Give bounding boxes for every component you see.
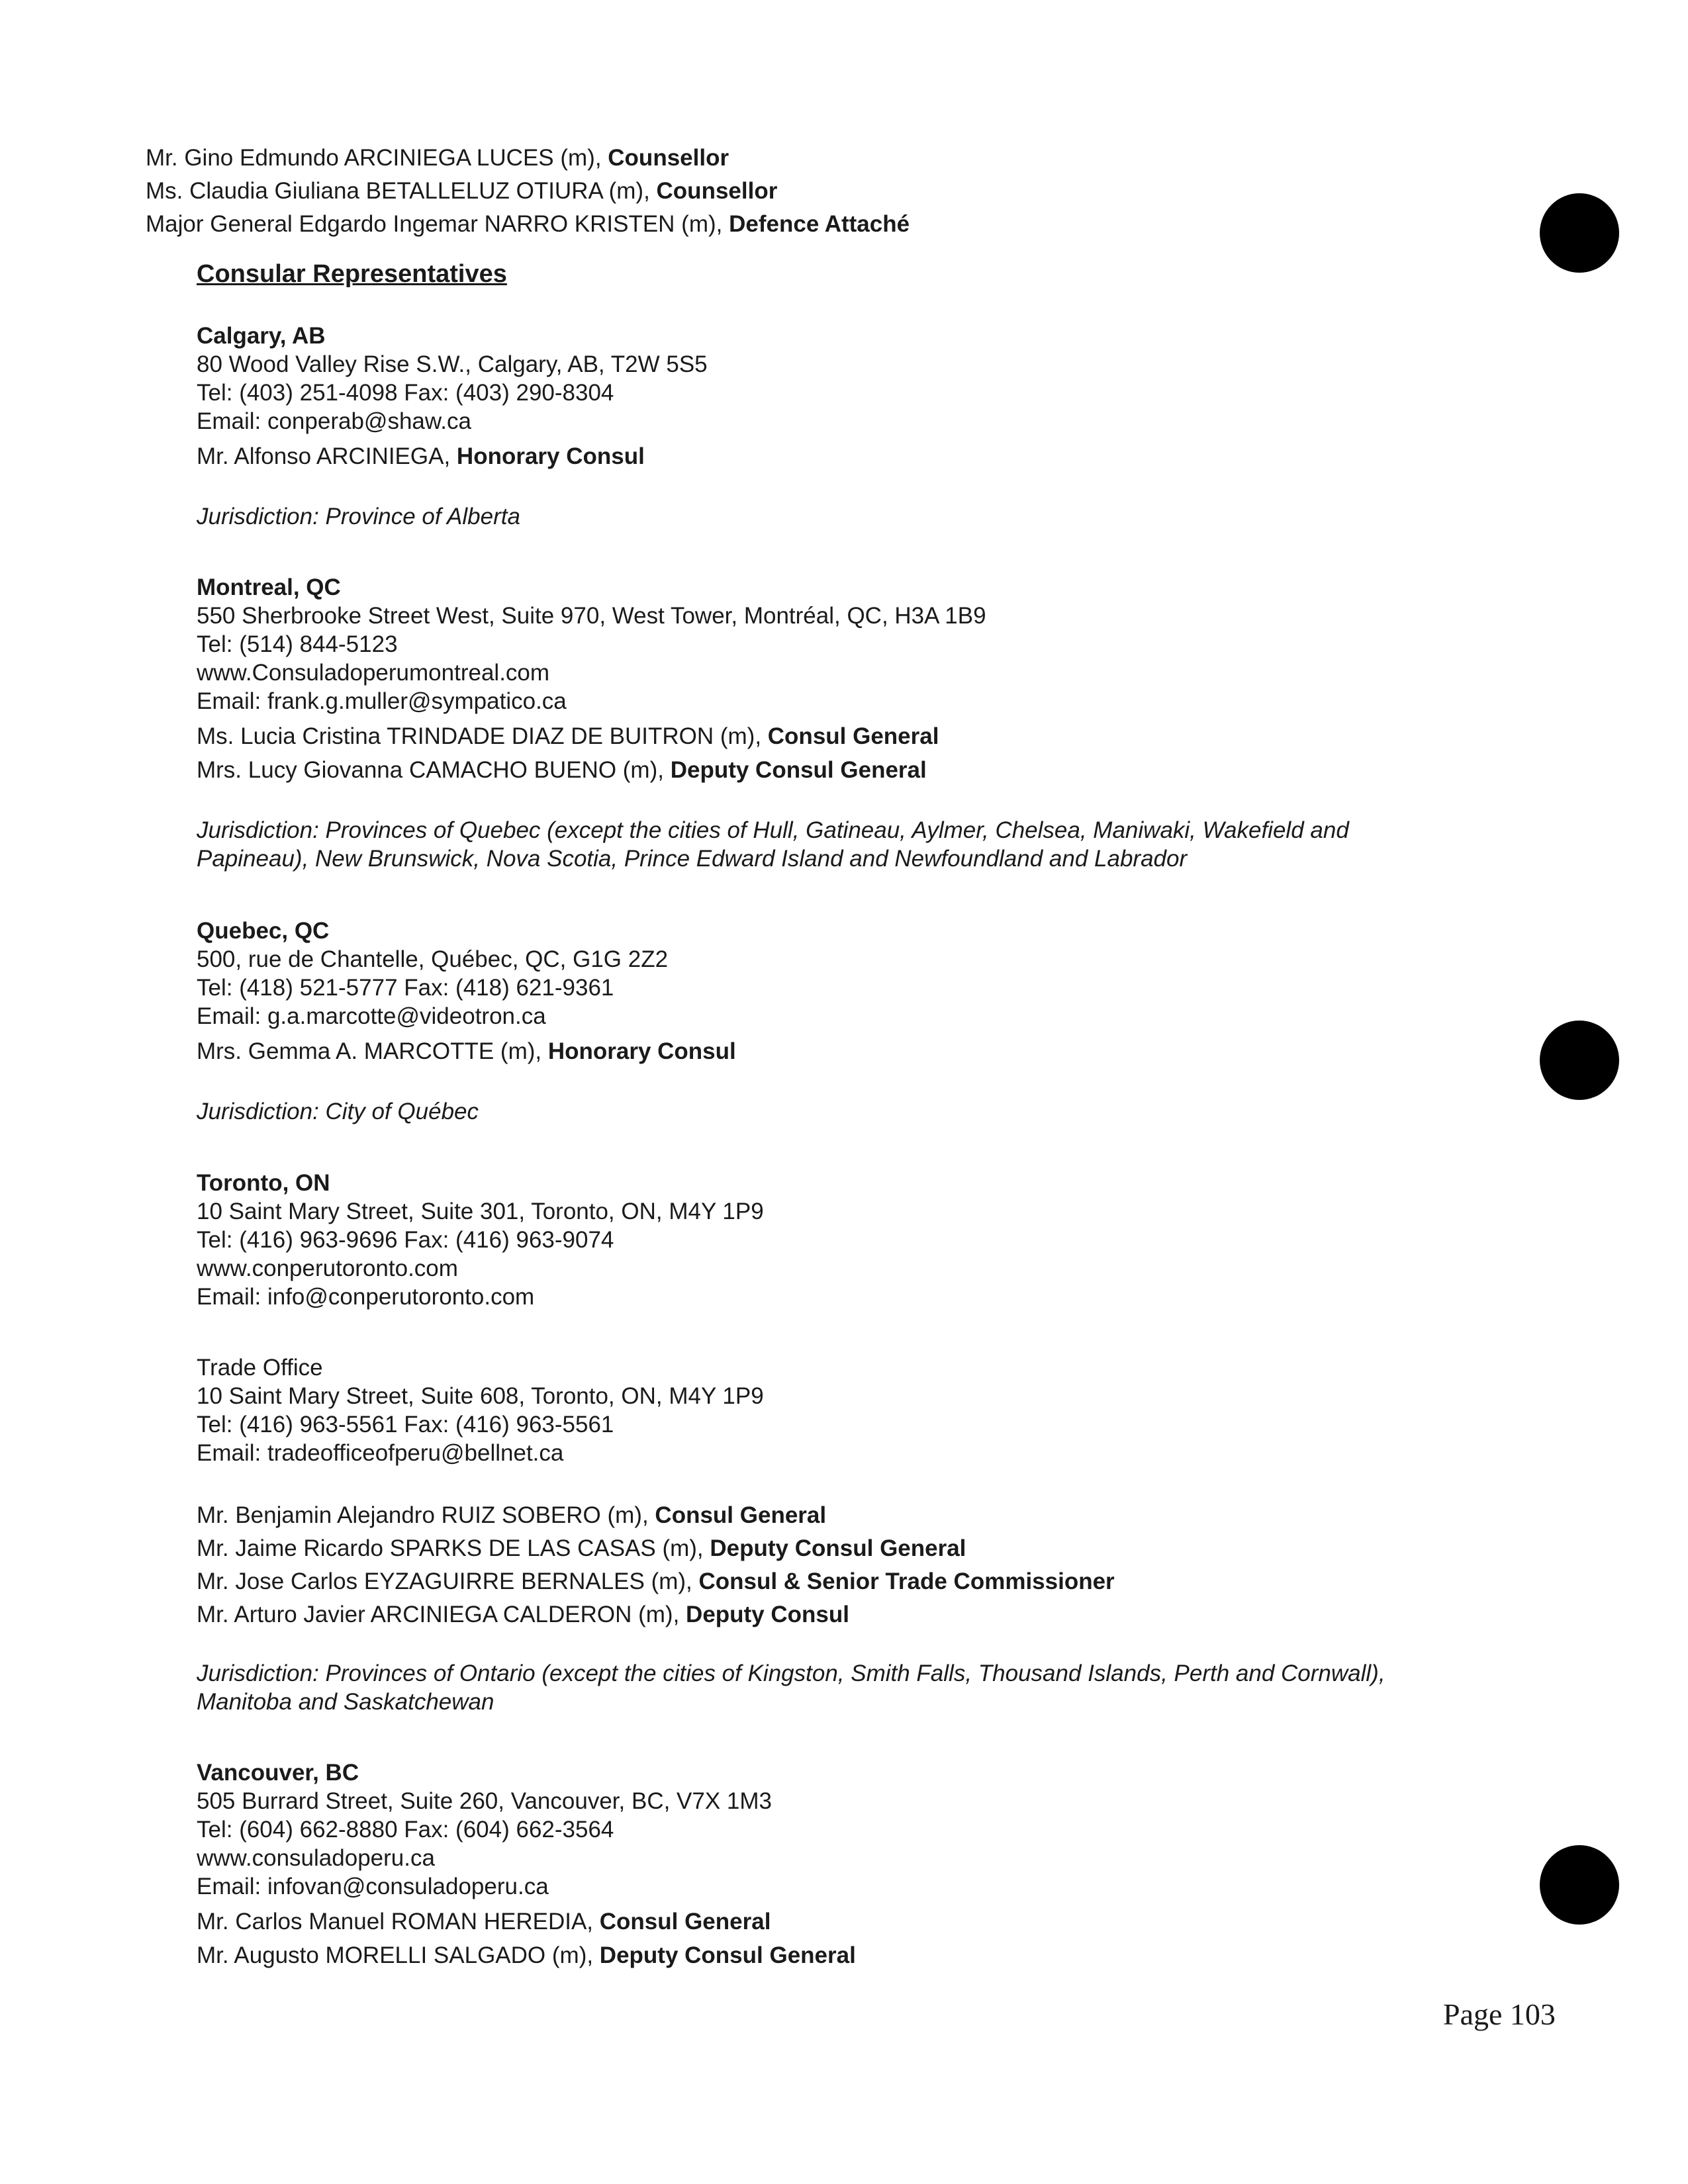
staff-name: Mr. Jaime Ricardo SPARKS DE LAS CASAS (m), [197, 1535, 710, 1561]
staff-name: Ms. Lucia Cristina TRINDADE DIAZ DE BUITRON (m), [197, 723, 768, 749]
email-line: Email: conperab@shaw.ca [197, 408, 471, 434]
staff-name: Mrs. Lucy Giovanna CAMACHO BUENO (m), [197, 757, 671, 783]
staff-name: Mr. Jose Carlos EYZAGUIRRE BERNALES (m), [197, 1569, 699, 1594]
consulate-calgary [197, 322, 708, 531]
staff-entry [197, 1532, 1385, 1565]
staff-name: Mr. Gino Edmundo ARCINIEGA LUCES (m), [146, 145, 608, 171]
website-line: www.Consuladoperumontreal.com [197, 660, 550, 686]
punch-hole-middle [1540, 1021, 1619, 1100]
staff-title: Consul General [599, 1909, 771, 1934]
consulate-quebec [197, 917, 736, 1126]
consulate-city: Calgary, AB [197, 323, 326, 349]
phone-line: Tel: (416) 963-9696 Fax: (416) 963-9074 [197, 1227, 614, 1253]
phone-line: Tel: (418) 521-5777 Fax: (418) 621-9361 [197, 975, 614, 1001]
staff-title: Deputy Consul General [710, 1535, 966, 1561]
section-title: Consular Representatives [197, 260, 507, 288]
address-line: 500, rue de Chantelle, Québec, QC, G1G 2Z2 [197, 946, 669, 972]
staff-entry [197, 756, 1349, 784]
jurisdiction: Jurisdiction: Provinces of Ontario (except the cities of Kingston, Smith Falls, Thousand Islands, Perth and Cornwall), [197, 1661, 1385, 1686]
staff-title: Honorary Consul [456, 443, 645, 469]
consulate-city: Quebec, QC [197, 918, 330, 944]
staff-entry [197, 1907, 856, 1936]
staff-name: Ms. Claudia Giuliana BETALLELUZ OTIURA (m), [146, 178, 657, 204]
staff-entry [146, 208, 910, 241]
staff-entry [197, 722, 1349, 751]
staff-entry [146, 142, 910, 175]
staff-title: Counsellor [608, 145, 729, 171]
email-line: Email: g.a.marcotte@videotron.ca [197, 1003, 546, 1029]
phone-line: Tel: (604) 662-8880 Fax: (604) 662-3564 [197, 1817, 614, 1843]
punch-hole-bottom [1540, 1845, 1619, 1925]
staff-title: Consul & Senior Trade Commissioner [698, 1569, 1115, 1594]
staff-entry [197, 1598, 1385, 1631]
email-line: Email: infovan@consuladoperu.ca [197, 1874, 549, 1899]
consulate-city: Toronto, ON [197, 1170, 330, 1196]
staff-list [197, 1499, 1385, 1631]
jurisdiction: Jurisdiction: Provinces of Quebec (except the cities of Hull, Gatineau, Aylmer, Chelsea, Maniwaki, Wakefield and [197, 817, 1349, 843]
staff-title: Defence Attaché [729, 211, 910, 237]
staff-entry [146, 175, 910, 208]
email-line: Email: tradeofficeofperu@bellnet.ca [197, 1440, 564, 1466]
phone-line: Tel: (416) 963-5561 Fax: (416) 963-5561 [197, 1412, 614, 1437]
phone-line: Tel: (514) 844-5123 [197, 631, 398, 657]
website-line: www.conperutoronto.com [197, 1255, 458, 1281]
staff-title: Consul General [767, 723, 939, 749]
staff-name: Mr. Arturo Javier ARCINIEGA CALDERON (m), [197, 1602, 686, 1627]
staff-name: Major General Edgardo Ingemar NARRO KRISTEN (m), [146, 211, 729, 237]
staff-title: Honorary Consul [547, 1038, 736, 1064]
address-line: 10 Saint Mary Street, Suite 608, Toronto, ON, M4Y 1P9 [197, 1383, 764, 1409]
staff-entry [197, 1941, 856, 1970]
staff-title: Counsellor [656, 178, 778, 204]
jurisdiction: Jurisdiction: Province of Alberta [197, 504, 520, 529]
consulate-toronto [197, 1169, 1385, 1716]
trade-office-title: Trade Office [197, 1355, 323, 1381]
phone-line: Tel: (403) 251-4098 Fax: (403) 290-8304 [197, 380, 614, 406]
staff-title: Consul General [655, 1502, 827, 1528]
email-line: Email: info@conperutoronto.com [197, 1284, 535, 1310]
address-line: 80 Wood Valley Rise S.W., Calgary, AB, T2W 5S5 [197, 351, 708, 377]
staff-name: Mrs. Gemma A. MARCOTTE (m), [197, 1038, 548, 1064]
address-line: 505 Burrard Street, Suite 260, Vancouver, BC, V7X 1M3 [197, 1788, 773, 1814]
staff-name: Mr. Alfonso ARCINIEGA, [197, 443, 457, 469]
page-number: Page 103 [1443, 1997, 1556, 2031]
staff-entry [197, 1499, 1385, 1532]
consulate-montreal [197, 573, 1349, 873]
staff-title: Deputy Consul General [599, 1942, 856, 1968]
jurisdiction: Manitoba and Saskatchewan [197, 1689, 494, 1715]
email-line: Email: frank.g.muller@sympatico.ca [197, 688, 567, 714]
punch-hole-top [1540, 193, 1619, 273]
address-line: 550 Sherbrooke Street West, Suite 970, West Tower, Montréal, QC, H3A 1B9 [197, 603, 986, 629]
address-line: 10 Saint Mary Street, Suite 301, Toronto, ON, M4Y 1P9 [197, 1199, 764, 1224]
website-line: www.consuladoperu.ca [197, 1845, 435, 1871]
staff-name: Mr. Benjamin Alejandro RUIZ SOBERO (m), [197, 1502, 655, 1528]
staff-title: Deputy Consul General [670, 757, 927, 783]
consulate-city: Montreal, QC [197, 574, 341, 600]
consulate-vancouver [197, 1758, 856, 1970]
staff-name: Mr. Carlos Manuel ROMAN HEREDIA, [197, 1909, 600, 1934]
jurisdiction: Jurisdiction: City of Québec [197, 1099, 479, 1124]
staff-name: Mr. Augusto MORELLI SALGADO (m), [197, 1942, 600, 1968]
embassy-staff-list [146, 142, 910, 241]
jurisdiction: Papineau), New Brunswick, Nova Scotia, Prince Edward Island and Newfoundland and Labrador [197, 846, 1188, 872]
staff-entry [197, 1565, 1385, 1598]
staff-entry [197, 1037, 736, 1066]
staff-entry [197, 442, 708, 471]
consulate-city: Vancouver, BC [197, 1760, 359, 1786]
staff-title: Deputy Consul [686, 1602, 849, 1627]
